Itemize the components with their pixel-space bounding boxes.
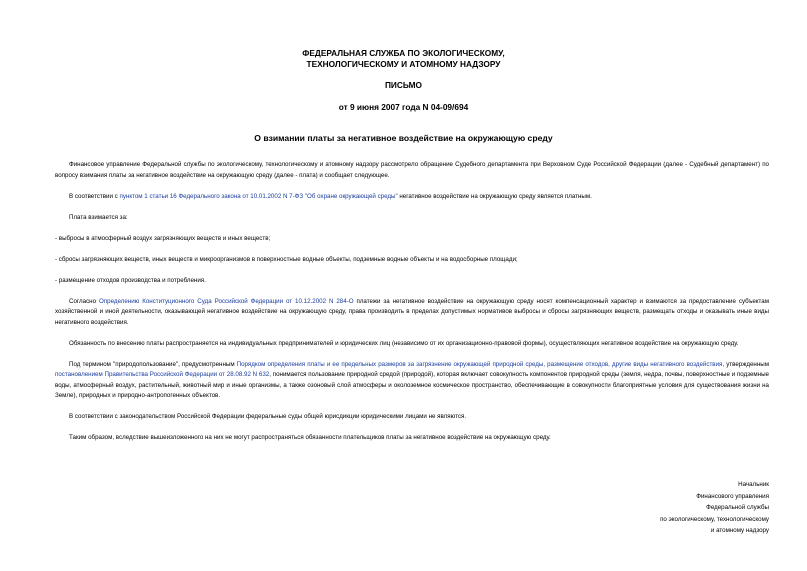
paragraph-3: Плата взимается за: xyxy=(69,213,128,221)
paragraph-6: Под термином "природопользование", предусмотренным Порядком определения платы и ее предельных размеров за загрязнение окружающей природной среды, размещение отходов, другие виды негативного воздействия, утвержденным постановлением Правительства Российской Федерации от 28.08.92 N 632, понимается пользование природной средой (природой), которая включает совокупность компонентов природной среды (земля, недра, почвы, поверхностные и подземные воды, атмосферный воздух, растительный, животный мир и иные организмы, а также озоновый слой атмосферы и околоземное космическое пространство, обеспечивающие в совокупности благоприятные условия для существования жизни на Земле), природных и природно-антропогенных объектов. xyxy=(55,360,769,400)
paragraph-1: Финансовое управление Федеральной службы по экологическому, технологическому и атомному надзору рассмотрело обращение Судебного департамента при Верховном Суде Российской Федерации (далее - Судебный департамент) по вопросу взимания платы за негативное воздействие на окружающую среду (далее - плата) и сообщает следующее. xyxy=(55,161,769,179)
paragraph-8: Таким образом, вследствие вышеизложенного на них не могут распространяться обязанности плательщиков платы за негативное воздействие на окружающую среду. xyxy=(69,434,551,442)
signature-block xyxy=(660,479,769,537)
paragraph-5: Обязанность по внесению платы распространяется на индивидуальных предпринимателей и юридических лиц (независимо от их организационно-правовой формы), осуществляющих негативное воздействие на окружающую среду. xyxy=(69,339,739,347)
paragraph-7: В соответствии с законодательством Российской Федерации федеральные суды общей юрисдикции юридическими лицами не являются. xyxy=(69,413,467,421)
fee-procedure-link[interactable]: Порядком определения платы и ее предельных размеров за загрязнение окружающей природной среды, размещение отходов, другие виды негативного воздействия xyxy=(236,360,723,368)
law-link[interactable]: пунктом 1 статьи 16 Федерального закона от 10.01.2002 N 7-ФЗ "Об охране окружающей среды" xyxy=(119,192,398,200)
document-type: ПИСЬМО xyxy=(384,80,423,90)
court-ruling-link[interactable]: Определению Конституционного Суда Российской Федерации от 10.12.2002 N 284-О xyxy=(98,297,354,305)
document-title: О взимании платы за негативное воздействие на окружающую среду xyxy=(254,133,553,143)
signature-line-3: Федеральной службы xyxy=(706,504,769,511)
list-item-3: - размещение отходов производства и потребления. xyxy=(55,276,206,284)
signature-line-1: Начальник xyxy=(738,481,769,488)
paragraph-4: Согласно Определению Конституционного Суда Российской Федерации от 10.12.2002 N 284-О платежи за негативное воздействие на окружающую среду носят компенсационный характер и взимаются за предоставление субъектам хозяйственной и иной деятельности, оказывающей негативное воздействие на окружающую среду, права производить в пределах допустимых нормативов выбросы и сбросы загрязняющих веществ, размещать отходы и оказывать иные виды негативного воздействия. xyxy=(55,297,769,326)
signature-line-5: и атомному надзору xyxy=(710,527,769,534)
authority-line-1: ФЕДЕРАЛЬНАЯ СЛУЖБА ПО ЭКОЛОГИЧЕСКОМУ, xyxy=(302,48,505,58)
list-item-1: - выбросы в атмосферный воздух загрязняющих веществ и иных веществ; xyxy=(55,234,271,242)
signature-line-4: по экологическому, технологическому xyxy=(660,515,769,523)
authority-line-2: ТЕХНОЛОГИЧЕСКОМУ И АТОМНОМУ НАДЗОРУ xyxy=(306,59,501,69)
document-date-number: от 9 июня 2007 года N 04-09/694 xyxy=(338,102,469,112)
document-body xyxy=(55,160,769,454)
signature-line-2: Финансового управления xyxy=(696,492,769,500)
issuing-authority xyxy=(0,48,807,70)
list-item-2: - сбросы загрязняющих веществ, иных веществ и микроорганизмов в поверхностные водные объекты, подземные водные объекты и на водосборные площади; xyxy=(55,255,518,263)
government-resolution-link[interactable]: постановлением Правительства Российской Федерации от 28.08.92 N 632 xyxy=(55,371,270,379)
paragraph-2: В соответствии с пунктом 1 статьи 16 Федерального закона от 10.01.2002 N 7-ФЗ "Об охране окружающей среды" негативное воздействие на окружающую среду является платным. xyxy=(69,192,592,200)
